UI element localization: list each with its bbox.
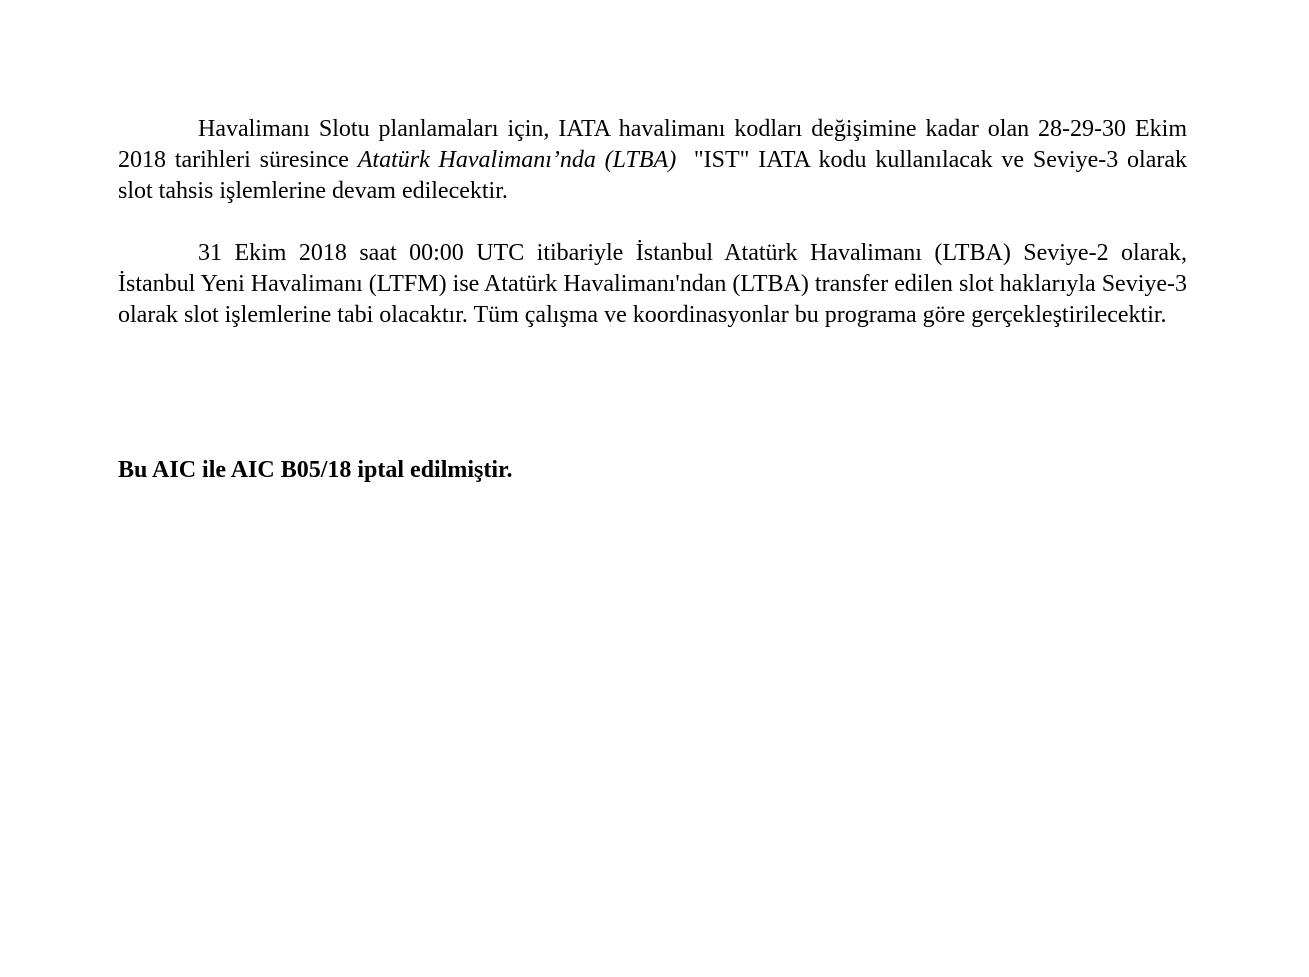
- airport-name-italic: Atatürk Havalimanı’nda (LTBA): [357, 147, 677, 173]
- paragraph-slot-planning-text-end: "IST" IATA kodu kullanılacak ve Seviye-3 olarak slot tahsis işlemlerine devam edilecektir.: [118, 147, 1193, 204]
- paragraph-slot-planning: [118, 114, 1193, 207]
- paragraph-slot-planning-text: Havalimanı Slotu planlamaları için, IATA havalimanı kodları değişimine kadar olan 28-29-30 Ekim 2018 tarihleri süresince: [118, 116, 1187, 173]
- document-body: [118, 114, 1193, 331]
- paragraph-transfer: 31 Ekim 2018 saat 00:00 UTC itibariyle İstanbul Atatürk Havalimanı (LTBA) Seviye-2 olarak, İstanbul Yeni Havalimanı (LTFM) ise Atatürk Havalimanı'ndan (LTBA) transfer edilen slot haklarıyla Seviye-3 olarak slot işlemlerine tabi olacaktır. Tüm çalışma ve koordinasyonlar bu programa göre gerçekleştirilecektir.: [118, 240, 1187, 328]
- cancellation-notice: Bu AIC ile AIC B05/18 iptal edilmiştir.: [118, 457, 513, 483]
